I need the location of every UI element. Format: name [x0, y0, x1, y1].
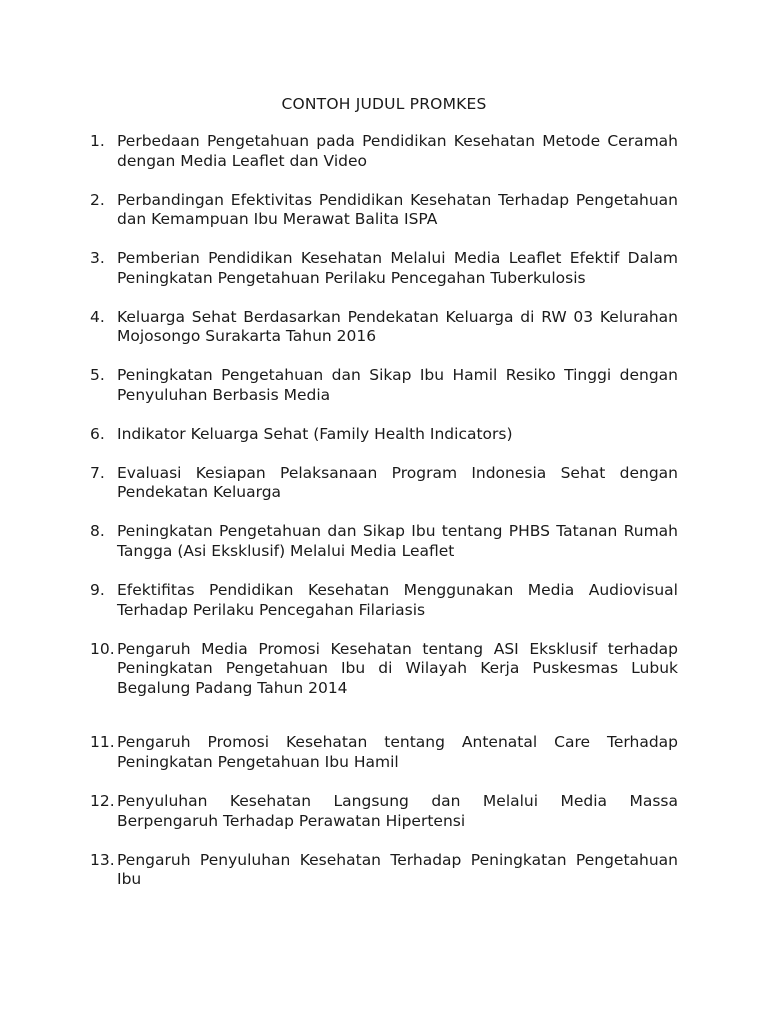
list-item-text: Evaluasi Kesiapan Pelaksanaan Program Indonesia Sehat dengan Pendekatan Keluarga: [117, 463, 678, 502]
list-item: [90, 191, 678, 230]
list-item-number: 13.: [90, 850, 115, 869]
list-item: [90, 640, 678, 699]
list-item-number: 10.: [90, 639, 115, 658]
list-item: [90, 792, 678, 831]
list-item-text: Efektifitas Pendidikan Kesehatan Menggunakan Media Audiovisual Terhadap Perilaku Pencegahan Filariasis: [117, 581, 678, 619]
list-item: [90, 249, 678, 288]
list-item-number: 4.: [90, 307, 105, 326]
list-item: [90, 425, 678, 445]
list-item: [90, 733, 678, 772]
list-item-text: Indikator Keluarga Sehat (Family Health Indicators): [117, 424, 513, 443]
list-item-number: 2.: [90, 190, 105, 209]
list-item-text: Penyuluhan Kesehatan Langsung dan Melalui Media Massa Berpengaruh Terhadap Perawatan Hipertensi: [117, 791, 678, 830]
list-item: [90, 308, 678, 347]
list-item-text: Perbandingan Efektivitas Pendidikan Kesehatan Terhadap Pengetahuan dan Kemampuan Ibu Merawat Balita ISPA: [117, 190, 678, 229]
list-item-text: Pemberian Pendidikan Kesehatan Melalui Media Leaflet Efektif Dalam Peningkatan Pengetahuan Perilaku Pencegahan Tuberkulosis: [117, 249, 678, 287]
title-list: [90, 132, 678, 909]
list-item: [90, 464, 678, 503]
list-item-number: 1.: [90, 132, 105, 150]
list-item-text: Perbedaan Pengetahuan pada Pendidikan Kesehatan Metode Ceramah dengan Media Leaflet dan Video: [117, 132, 678, 170]
list-item-text: Pengaruh Media Promosi Kesehatan tentang ASI Eksklusif terhadap Peningkatan Pengetahuan Ibu di Wilayah Kerja Puskesmas Lubuk Begalung Padang Tahun 2014: [117, 639, 678, 697]
list-item-number: 11.: [90, 733, 115, 752]
list-item-number: 3.: [90, 249, 105, 268]
list-item-number: 5.: [90, 366, 105, 385]
list-item-text: Pengaruh Promosi Kesehatan tentang Antenatal Care Terhadap Peningkatan Pengetahuan Ibu Hamil: [117, 733, 678, 771]
list-item-number: 12.: [90, 791, 115, 810]
list-item-number: 9.: [90, 581, 105, 600]
list-item-number: 6.: [90, 424, 105, 443]
list-item: [90, 522, 678, 561]
list-item-number: 8.: [90, 522, 105, 541]
list-item-text: Keluarga Sehat Berdasarkan Pendekatan Keluarga di RW 03 Kelurahan Mojosongo Surakarta Tahun 2016: [117, 307, 678, 346]
list-item: [90, 851, 678, 890]
list-item-text: Peningkatan Pengetahuan dan Sikap Ibu Hamil Resiko Tinggi dengan Penyuluhan Berbasis Media: [117, 366, 678, 404]
list-item-text: Peningkatan Pengetahuan dan Sikap Ibu tentang PHBS Tatanan Rumah Tangga (Asi Eksklusif) Melalui Media Leaflet: [117, 522, 678, 561]
list-item-text: Pengaruh Penyuluhan Kesehatan Terhadap Peningkatan Pengetahuan Ibu: [117, 850, 678, 889]
document-title: CONTOH JUDUL PROMKES: [281, 95, 487, 113]
list-item: [90, 581, 678, 620]
list-item: [90, 132, 678, 171]
list-item-number: 7.: [90, 463, 105, 482]
list-item: [90, 366, 678, 405]
